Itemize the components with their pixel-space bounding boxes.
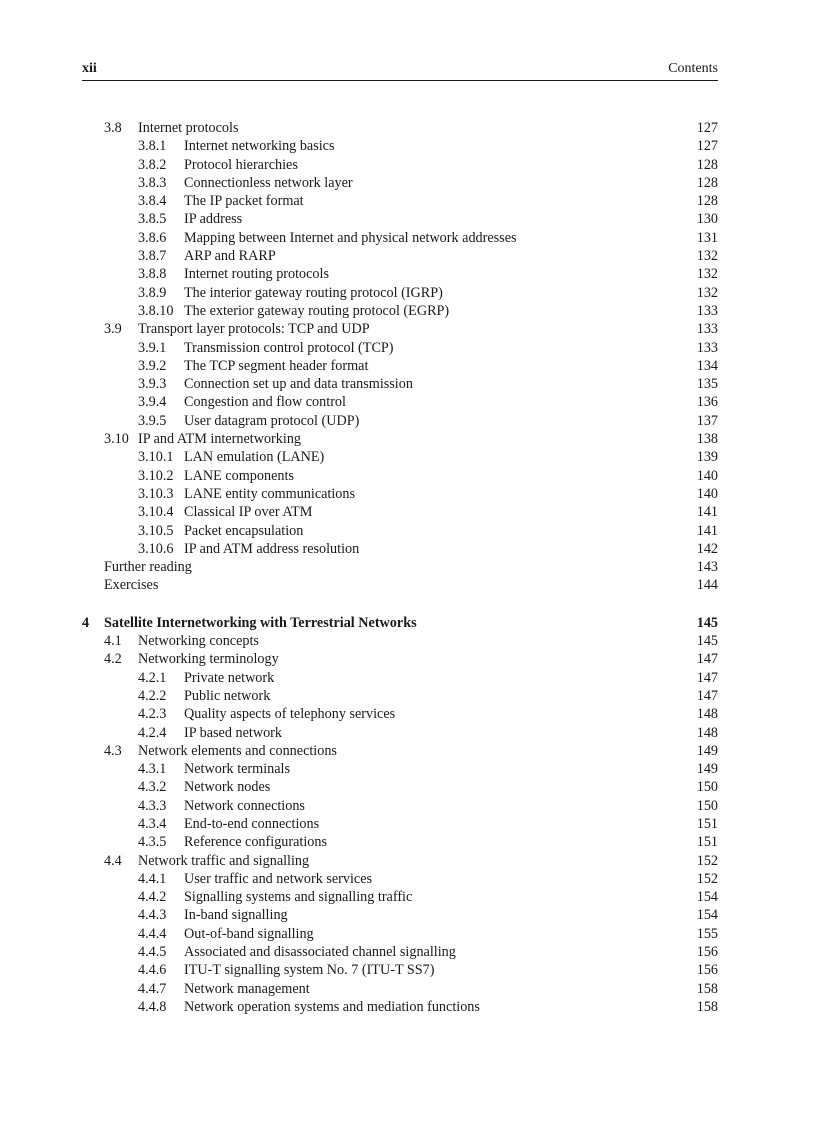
toc-entry-title: The exterior gateway routing protocol (EGRP): [184, 302, 450, 319]
toc-entry-page: 130: [696, 211, 718, 228]
toc-entry-title: Private network: [184, 669, 275, 686]
toc-entry-title: Network connections: [184, 797, 305, 814]
toc-entry-page: 144: [696, 577, 718, 594]
toc-entry-number: 4.1: [104, 633, 122, 650]
toc-entry-page: 140: [696, 485, 718, 502]
toc-entry-title: Exercises: [104, 577, 159, 594]
toc-entry-title: Signalling systems and signalling traffic: [184, 889, 413, 906]
toc-entry: [82, 998, 718, 1016]
toc-entry: [82, 906, 718, 924]
toc-entry: [82, 760, 718, 778]
toc-entry-page: 142: [696, 540, 718, 557]
toc-entry-number: 3.9.2: [138, 357, 167, 374]
toc-entry-number: 4.4.8: [138, 998, 167, 1015]
toc-entry-page: 145: [696, 614, 718, 631]
toc-entry-title: LANE entity communications: [184, 485, 356, 502]
toc-entry-title: Network operation systems and mediation functions: [184, 998, 480, 1015]
running-head: Contents: [668, 61, 718, 76]
toc-entry: [82, 393, 718, 411]
toc-entry-title: Network terminals: [184, 761, 290, 778]
toc-entry-number: 4.2.3: [138, 706, 167, 723]
toc-entry-number: 3.8: [104, 120, 122, 136]
toc-entry-number: 4.3.3: [138, 797, 167, 814]
toc-entry-number: 3.10: [104, 431, 129, 448]
toc-entry-title: IP based network: [184, 724, 282, 741]
toc-entry-number: 4.4.7: [138, 980, 167, 997]
toc-entry: [82, 833, 718, 851]
toc-entry: [82, 302, 718, 320]
toc-entry: [82, 705, 718, 723]
toc-entry-page: 131: [696, 229, 718, 246]
toc-entry: [82, 724, 718, 742]
toc-entry-title: Internet routing protocols: [184, 266, 329, 283]
toc-entry: [82, 522, 718, 540]
toc-entry-number: 4.3.4: [138, 815, 167, 832]
toc-entry-number: 4.2.1: [138, 669, 167, 686]
toc-entry: [82, 797, 718, 815]
toc-entry-title: The IP packet format: [184, 193, 304, 210]
toc-entry: [82, 540, 718, 558]
toc-entry-number: 4.4.5: [138, 944, 167, 961]
toc-entry-title: Connection set up and data transmission: [184, 376, 413, 393]
toc-entry-number: 3.10.6: [138, 540, 174, 557]
toc-entry-page: 127: [696, 120, 718, 136]
toc-entry-number: 4.4.1: [138, 870, 167, 887]
toc-entry-page: 137: [696, 412, 718, 429]
toc-entry-page: 147: [696, 669, 718, 686]
toc-entry-page: 147: [696, 651, 718, 668]
toc-entry: [82, 119, 718, 137]
toc-entry: [82, 229, 718, 247]
toc-entry-number: 4.4.2: [138, 889, 167, 906]
toc-entry-title: Quality aspects of telephony services: [184, 706, 396, 723]
toc-entry-number: 4: [82, 614, 90, 631]
toc-entry-page: 149: [696, 742, 718, 759]
toc-entry: [82, 980, 718, 998]
toc-entry: [82, 156, 718, 174]
toc-entry: [82, 210, 718, 228]
toc-entry: [82, 448, 718, 466]
toc-entry-title: Congestion and flow control: [184, 394, 346, 411]
toc-entry-page: 128: [696, 193, 718, 210]
toc-entry-number: 3.8.9: [138, 284, 167, 301]
toc-entry-page: 132: [696, 284, 718, 301]
toc-entry: [82, 778, 718, 796]
toc-entry-title: IP address: [184, 211, 243, 228]
toc-entry-number: 4.4: [104, 852, 122, 869]
toc-entry-number: 3.8.8: [138, 266, 167, 283]
toc-entry-page: 151: [696, 834, 718, 851]
toc-entry-page: 145: [696, 633, 718, 650]
toc-entry-number: 3.10.1: [138, 449, 174, 466]
toc-entry-title: Reference configurations: [184, 834, 327, 851]
toc-entry-page: 140: [696, 467, 718, 484]
toc-entry-number: 4.4.4: [138, 925, 167, 942]
toc-entry-number: 3.8.3: [138, 174, 167, 191]
toc-entry: [82, 669, 718, 687]
toc-entry: [82, 576, 718, 594]
toc-entry: [82, 485, 718, 503]
toc-entry-page: 143: [696, 559, 718, 576]
toc-entry-page: 147: [696, 687, 718, 704]
toc-entry-page: 151: [696, 815, 718, 832]
toc-entry-page: 135: [696, 376, 718, 393]
toc-entry-number: 3.9.5: [138, 412, 167, 429]
toc-entry: [82, 503, 718, 521]
toc-entry-title: LAN emulation (LANE): [184, 449, 325, 466]
toc-entry-number: 3.8.10: [138, 302, 174, 319]
toc-entry: [82, 852, 718, 870]
toc-entry-title: In-band signalling: [184, 907, 288, 924]
toc-entry: [82, 870, 718, 888]
toc-entry-number: 4.2.4: [138, 724, 167, 741]
toc-entry-page: 133: [696, 302, 718, 319]
toc-entry-title: Transmission control protocol (TCP): [184, 339, 394, 356]
toc-entry-number: 3.10.3: [138, 485, 174, 502]
toc-entry-number: 3.8.5: [138, 211, 167, 228]
toc-entry-page: 141: [696, 504, 718, 521]
toc-entry-number: 4.4.6: [138, 962, 167, 979]
toc-entry-page: 156: [696, 944, 718, 961]
toc-entry-page: 150: [696, 779, 718, 796]
toc-entry-title: Packet encapsulation: [184, 522, 304, 539]
toc-entry-title: IP and ATM address resolution: [184, 540, 360, 557]
toc-entry-page: 136: [696, 394, 718, 411]
toc-entry-title: Internet networking basics: [184, 138, 335, 155]
toc-entry-page: 150: [696, 797, 718, 814]
toc-entry-title: Network nodes: [184, 779, 271, 796]
toc-entry-title: Networking terminology: [138, 651, 279, 668]
toc-entry-page: 133: [696, 339, 718, 356]
toc-entry-page: 148: [696, 724, 718, 741]
toc-entry-number: 4.2: [104, 651, 122, 668]
toc-entry-title: Transport layer protocols: TCP and UDP: [138, 321, 370, 338]
toc-entry-page: 158: [696, 980, 718, 997]
toc-entry: [82, 632, 718, 650]
toc-entry: [82, 650, 718, 668]
toc-entry-title: End-to-end connections: [184, 815, 320, 832]
toc-entry: [82, 247, 718, 265]
toc-entry: [82, 192, 718, 210]
toc-entry-title: Internet protocols: [138, 120, 239, 136]
toc-entry: [82, 815, 718, 833]
toc-entry-page: 154: [696, 889, 718, 906]
toc-entry-title: User datagram protocol (UDP): [184, 412, 360, 429]
toc-entry-title: Further reading: [104, 559, 192, 576]
toc-entry-number: 4.3.1: [138, 761, 167, 778]
toc-entry-page: 149: [696, 761, 718, 778]
toc-entry-page: 152: [696, 870, 718, 887]
toc-entry: [82, 558, 718, 576]
toc-entry-title: Network management: [184, 980, 310, 997]
toc-entry: [82, 687, 718, 705]
toc-entry-title: Out-of-band signalling: [184, 925, 314, 942]
toc-entry: [82, 339, 718, 357]
toc-entry-page: 141: [696, 522, 718, 539]
toc-entry: [82, 888, 718, 906]
toc-entry-page: 154: [696, 907, 718, 924]
toc-entry-page: 138: [696, 431, 718, 448]
toc-entry-number: 3.8.1: [138, 138, 167, 155]
toc-entry-page: 133: [696, 321, 718, 338]
toc-entry-title: ITU-T signalling system No. 7 (ITU-T SS7): [184, 962, 435, 979]
toc-entry-number: 3.10.2: [138, 467, 174, 484]
toc-entry-page: 132: [696, 248, 718, 265]
toc-entry-title: Mapping between Internet and physical network addresses: [184, 229, 517, 246]
toc-entry-number: 4.3: [104, 742, 122, 759]
toc-entry-title: User traffic and network services: [184, 870, 373, 887]
toc-entry-number: 3.8.6: [138, 229, 167, 246]
toc-entry-page: 158: [696, 998, 718, 1015]
toc-entry: [82, 961, 718, 979]
toc-chapter-entry: [82, 614, 718, 632]
toc-entry-page: 134: [696, 357, 718, 374]
toc-entry-title: Associated and disassociated channel signalling: [184, 944, 456, 961]
toc-entry: [82, 430, 718, 448]
toc-entry: [82, 357, 718, 375]
toc-entry: [82, 265, 718, 283]
toc-entry: [82, 412, 718, 430]
toc-entry-page: 152: [696, 852, 718, 869]
toc-entry-title: The TCP segment header format: [184, 357, 369, 374]
toc-entry-page: 127: [696, 138, 718, 155]
toc-entry-page: 155: [696, 925, 718, 942]
toc-entry-page: 128: [696, 156, 718, 173]
toc-entry-number: 3.9.3: [138, 376, 167, 393]
toc-entry-title: IP and ATM internetworking: [138, 431, 302, 448]
toc-entry-number: 3.10.5: [138, 522, 174, 539]
toc-entry: [82, 375, 718, 393]
toc-entry-number: 3.10.4: [138, 504, 174, 521]
toc-entry-number: 4.3.5: [138, 834, 167, 851]
toc-entry: [82, 467, 718, 485]
toc-entry: [82, 742, 718, 760]
toc-entry-title: Network traffic and signalling: [138, 852, 310, 869]
toc-entry: [82, 137, 718, 155]
toc-entry: [82, 320, 718, 338]
toc-entry-title: Network elements and connections: [138, 742, 337, 759]
toc-entry: [82, 174, 718, 192]
toc-entry-number: 4.4.3: [138, 907, 167, 924]
toc-entry: [82, 925, 718, 943]
toc-entry-title: Protocol hierarchies: [184, 156, 298, 173]
table-of-contents: [82, 119, 718, 1016]
page-header: [82, 60, 718, 81]
toc-entry-number: 4.3.2: [138, 779, 167, 796]
toc-entry-number: 3.8.7: [138, 248, 167, 265]
toc-entry-number: 3.8.4: [138, 193, 167, 210]
toc-entry-title: Networking concepts: [138, 633, 259, 650]
toc-entry-title: Connectionless network layer: [184, 174, 353, 191]
toc-entry-title: Public network: [184, 687, 271, 704]
toc-entry-title: ARP and RARP: [184, 248, 276, 265]
toc-entry-page: 139: [696, 449, 718, 466]
toc-entry-page: 128: [696, 174, 718, 191]
toc-entry-title: Classical IP over ATM: [184, 504, 313, 521]
toc-entry-number: 3.9: [104, 321, 122, 338]
toc-entry-title: The interior gateway routing protocol (IGRP): [184, 284, 443, 301]
toc-entry-number: 3.8.2: [138, 156, 167, 173]
page-folio: xii: [82, 61, 97, 76]
toc-entry-page: 156: [696, 962, 718, 979]
toc-entry-number: 4.2.2: [138, 687, 167, 704]
toc-entry-title: Satellite Internetworking with Terrestrial Networks: [104, 614, 417, 631]
toc-entry-number: 3.9.1: [138, 339, 167, 356]
toc-entry: [82, 284, 718, 302]
toc-entry-page: 132: [696, 266, 718, 283]
toc-entry-number: 3.9.4: [138, 394, 167, 411]
toc-entry-page: 148: [696, 706, 718, 723]
toc-entry: [82, 943, 718, 961]
toc-entry-title: LANE components: [184, 467, 294, 484]
